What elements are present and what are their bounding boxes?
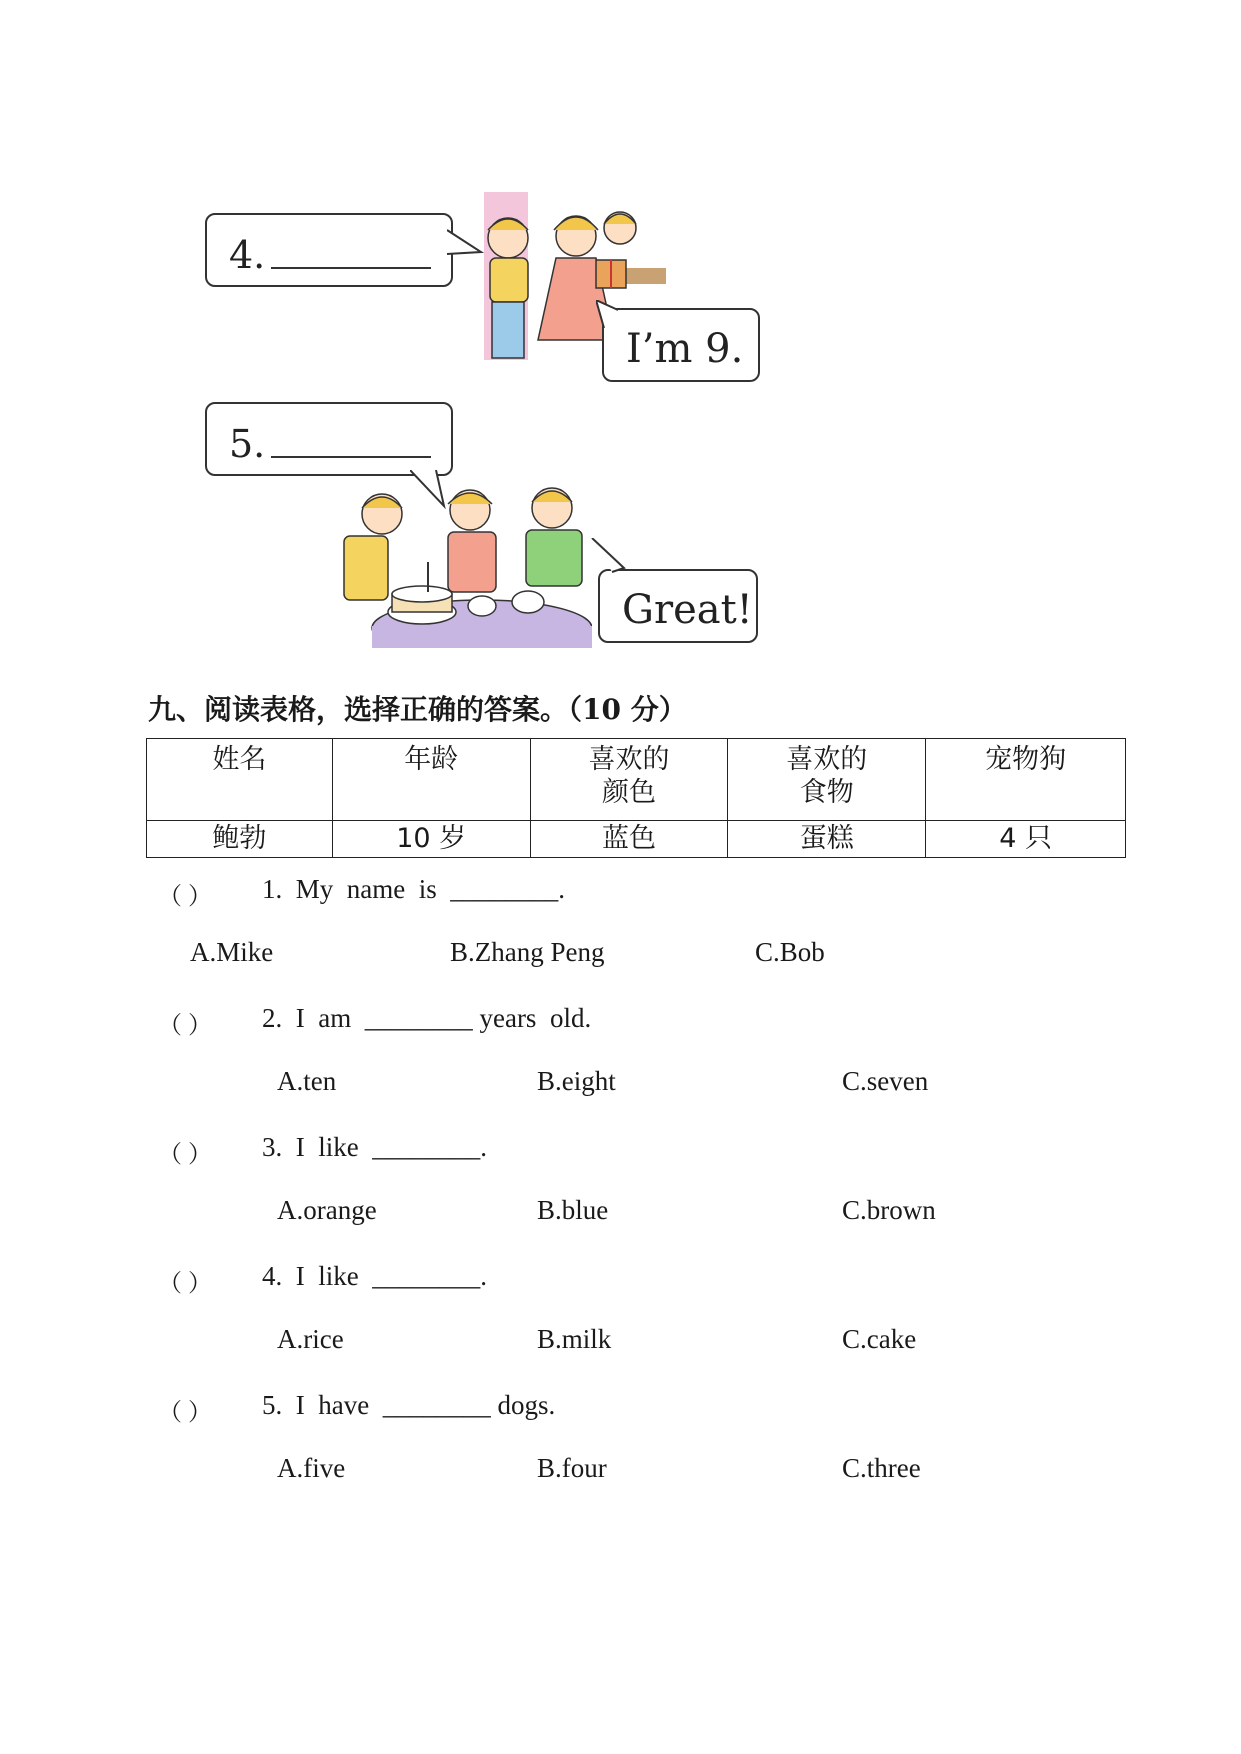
reply-5-text: Great! (622, 587, 753, 633)
answer-line-4 (271, 267, 431, 269)
question-3: 3. I like ________. (262, 1132, 487, 1162)
question-4: 4. I like ________. (262, 1261, 487, 1291)
header-food: 喜欢的 食物 (728, 739, 926, 821)
option-1b[interactable]: B.Zhang Peng (450, 937, 605, 967)
reply-5-bubble (598, 569, 758, 643)
option-5b[interactable]: B.four (537, 1453, 607, 1483)
option-4b[interactable]: B.milk (537, 1324, 612, 1354)
header-name: 姓名 (147, 739, 333, 821)
table-header-row (147, 739, 1126, 821)
question-5-bubble (205, 402, 453, 476)
option-1a[interactable]: A.Mike (190, 937, 274, 967)
option-5a[interactable]: A.five (277, 1453, 346, 1483)
header-dogs: 宠物狗 (926, 739, 1126, 821)
bubble-reply5-tail (590, 538, 630, 578)
answer-paren-4[interactable]: （ ） (158, 1271, 212, 1297)
question-4-number: 4. (229, 233, 266, 277)
section-title: 九、阅读表格，选择正确的答案。（10 分） (148, 693, 687, 726)
question-4-bubble (205, 213, 453, 287)
option-4a[interactable]: A.rice (277, 1324, 344, 1354)
answer-paren-5[interactable]: （ ） (158, 1400, 212, 1426)
value-name: 鲍勃 (147, 821, 333, 858)
info-table (146, 738, 1126, 858)
option-3c[interactable]: C.brown (842, 1195, 936, 1225)
question-1: 1. My name is ________. (262, 874, 565, 904)
question-5: 5. I have ________ dogs. (262, 1390, 556, 1420)
option-4c[interactable]: C.cake (842, 1324, 917, 1354)
answer-paren-2[interactable]: （ ） (158, 1013, 212, 1039)
question-2: 2. I am ________ years old. (262, 1003, 592, 1033)
reply-4-text: I’m 9. (626, 326, 744, 372)
header-age: 年龄 (332, 739, 530, 821)
header-color: 喜欢的 颜色 (530, 739, 728, 821)
answer-paren-3[interactable]: （ ） (158, 1142, 212, 1168)
value-color: 蓝色 (530, 821, 728, 858)
option-2c[interactable]: C.seven (842, 1066, 929, 1096)
answer-paren-1[interactable]: （ ） (158, 884, 212, 910)
value-dogs: 4 只 (926, 821, 1126, 858)
question-5-number: 5. (229, 422, 266, 466)
option-2a[interactable]: A.ten (277, 1066, 337, 1096)
option-3a[interactable]: A.orange (277, 1195, 377, 1225)
answer-line-5 (271, 456, 431, 458)
value-food: 蛋糕 (728, 821, 926, 858)
value-age: 10 岁 (332, 821, 530, 858)
option-5c[interactable]: C.three (842, 1453, 921, 1483)
table-row (147, 821, 1126, 858)
birthday-cake-illustration (342, 478, 592, 648)
option-3b[interactable]: B.blue (537, 1195, 609, 1225)
option-1c[interactable]: C.Bob (755, 937, 825, 967)
option-2b[interactable]: B.eight (537, 1066, 616, 1096)
bubble-reply4-tail (596, 300, 626, 330)
